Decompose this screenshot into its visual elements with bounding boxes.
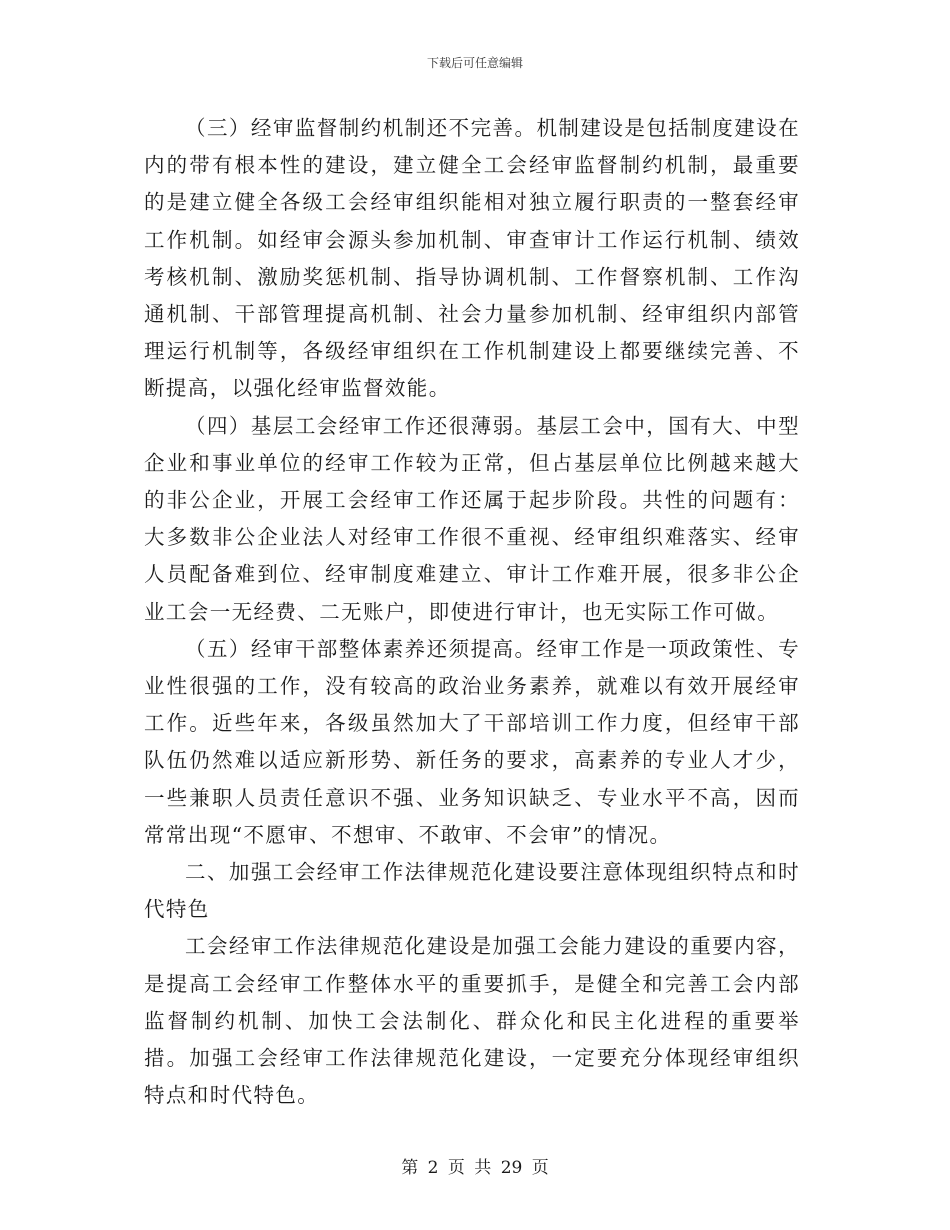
page-number-footer: 第 2 页 共 29 页 <box>401 1158 549 1178</box>
section-heading-two: 二、加强工会经审工作法律规范化建设要注意体现组织特点和时代特色 <box>144 860 800 922</box>
paragraph-grassroots: （四）基层工会经审工作还很薄弱。基层工会中，国有大、中型企业和事业单位的经审工作较为正常，但占基层单位比例越来越大的非公企业，开展工会经审工作还属于起步阶段。共性的问题有：大多数非公企业法人对经审工作很不重视、经审组织难落实、经审人员配备难到位、经审制度难建立、审计工作难开展，很多非公企业工会一无经费、二无账户，即使进行审计，也无实际工作可做。 <box>144 413 800 624</box>
paragraph-legal-standardization: 工会经审工作法律规范化建设是加强工会能力建设的重要内容，是提高工会经审工作整体水平的重要抓手，是健全和完善工会内部监督制约机制、加快工会法制化、群众化和民主化进程的重要举措。加强工会经审工作法律规范化建设，一定要充分体现经审组织特点和时代特色。 <box>144 934 800 1108</box>
document-body <box>144 110 800 1114</box>
paragraph-cadre-quality: （五）经审干部整体素养还须提高。经审工作是一项政策性、专业性很强的工作，没有较高的政治业务素养，就难以有效开展经审工作。近些年来，各级虽然加大了干部培训工作力度，但经审干部队伍仍然难以适应新形势、新任务的要求，高素养的专业人才少，一些兼职人员责任意识不强、业务知识缺乏、专业水平不高，因而常常出现“不愿审、不想审、不敢审、不会审”的情况。 <box>144 636 800 847</box>
page-header-note: 下载后可任意编辑 <box>426 56 523 70</box>
paragraph-mechanism: （三）经审监督制约机制还不完善。机制建设是包括制度建设在内的带有根本性的建设，建立健全工会经审监督制约机制，最重要的是建立健全各级工会经审组织能相对独立履行职责的一整套经审工作机制。如经审会源头参加机制、审查审计工作运行机制、绩效考核机制、激励奖惩机制、指导协调机制、工作督察机制、工作沟通机制、干部管理提高机制、社会力量参加机制、经审组织内部管理运行机制等，各级经审组织在工作机制建设上都要继续完善、不断提高，以强化经审监督效能。 <box>144 116 800 401</box>
